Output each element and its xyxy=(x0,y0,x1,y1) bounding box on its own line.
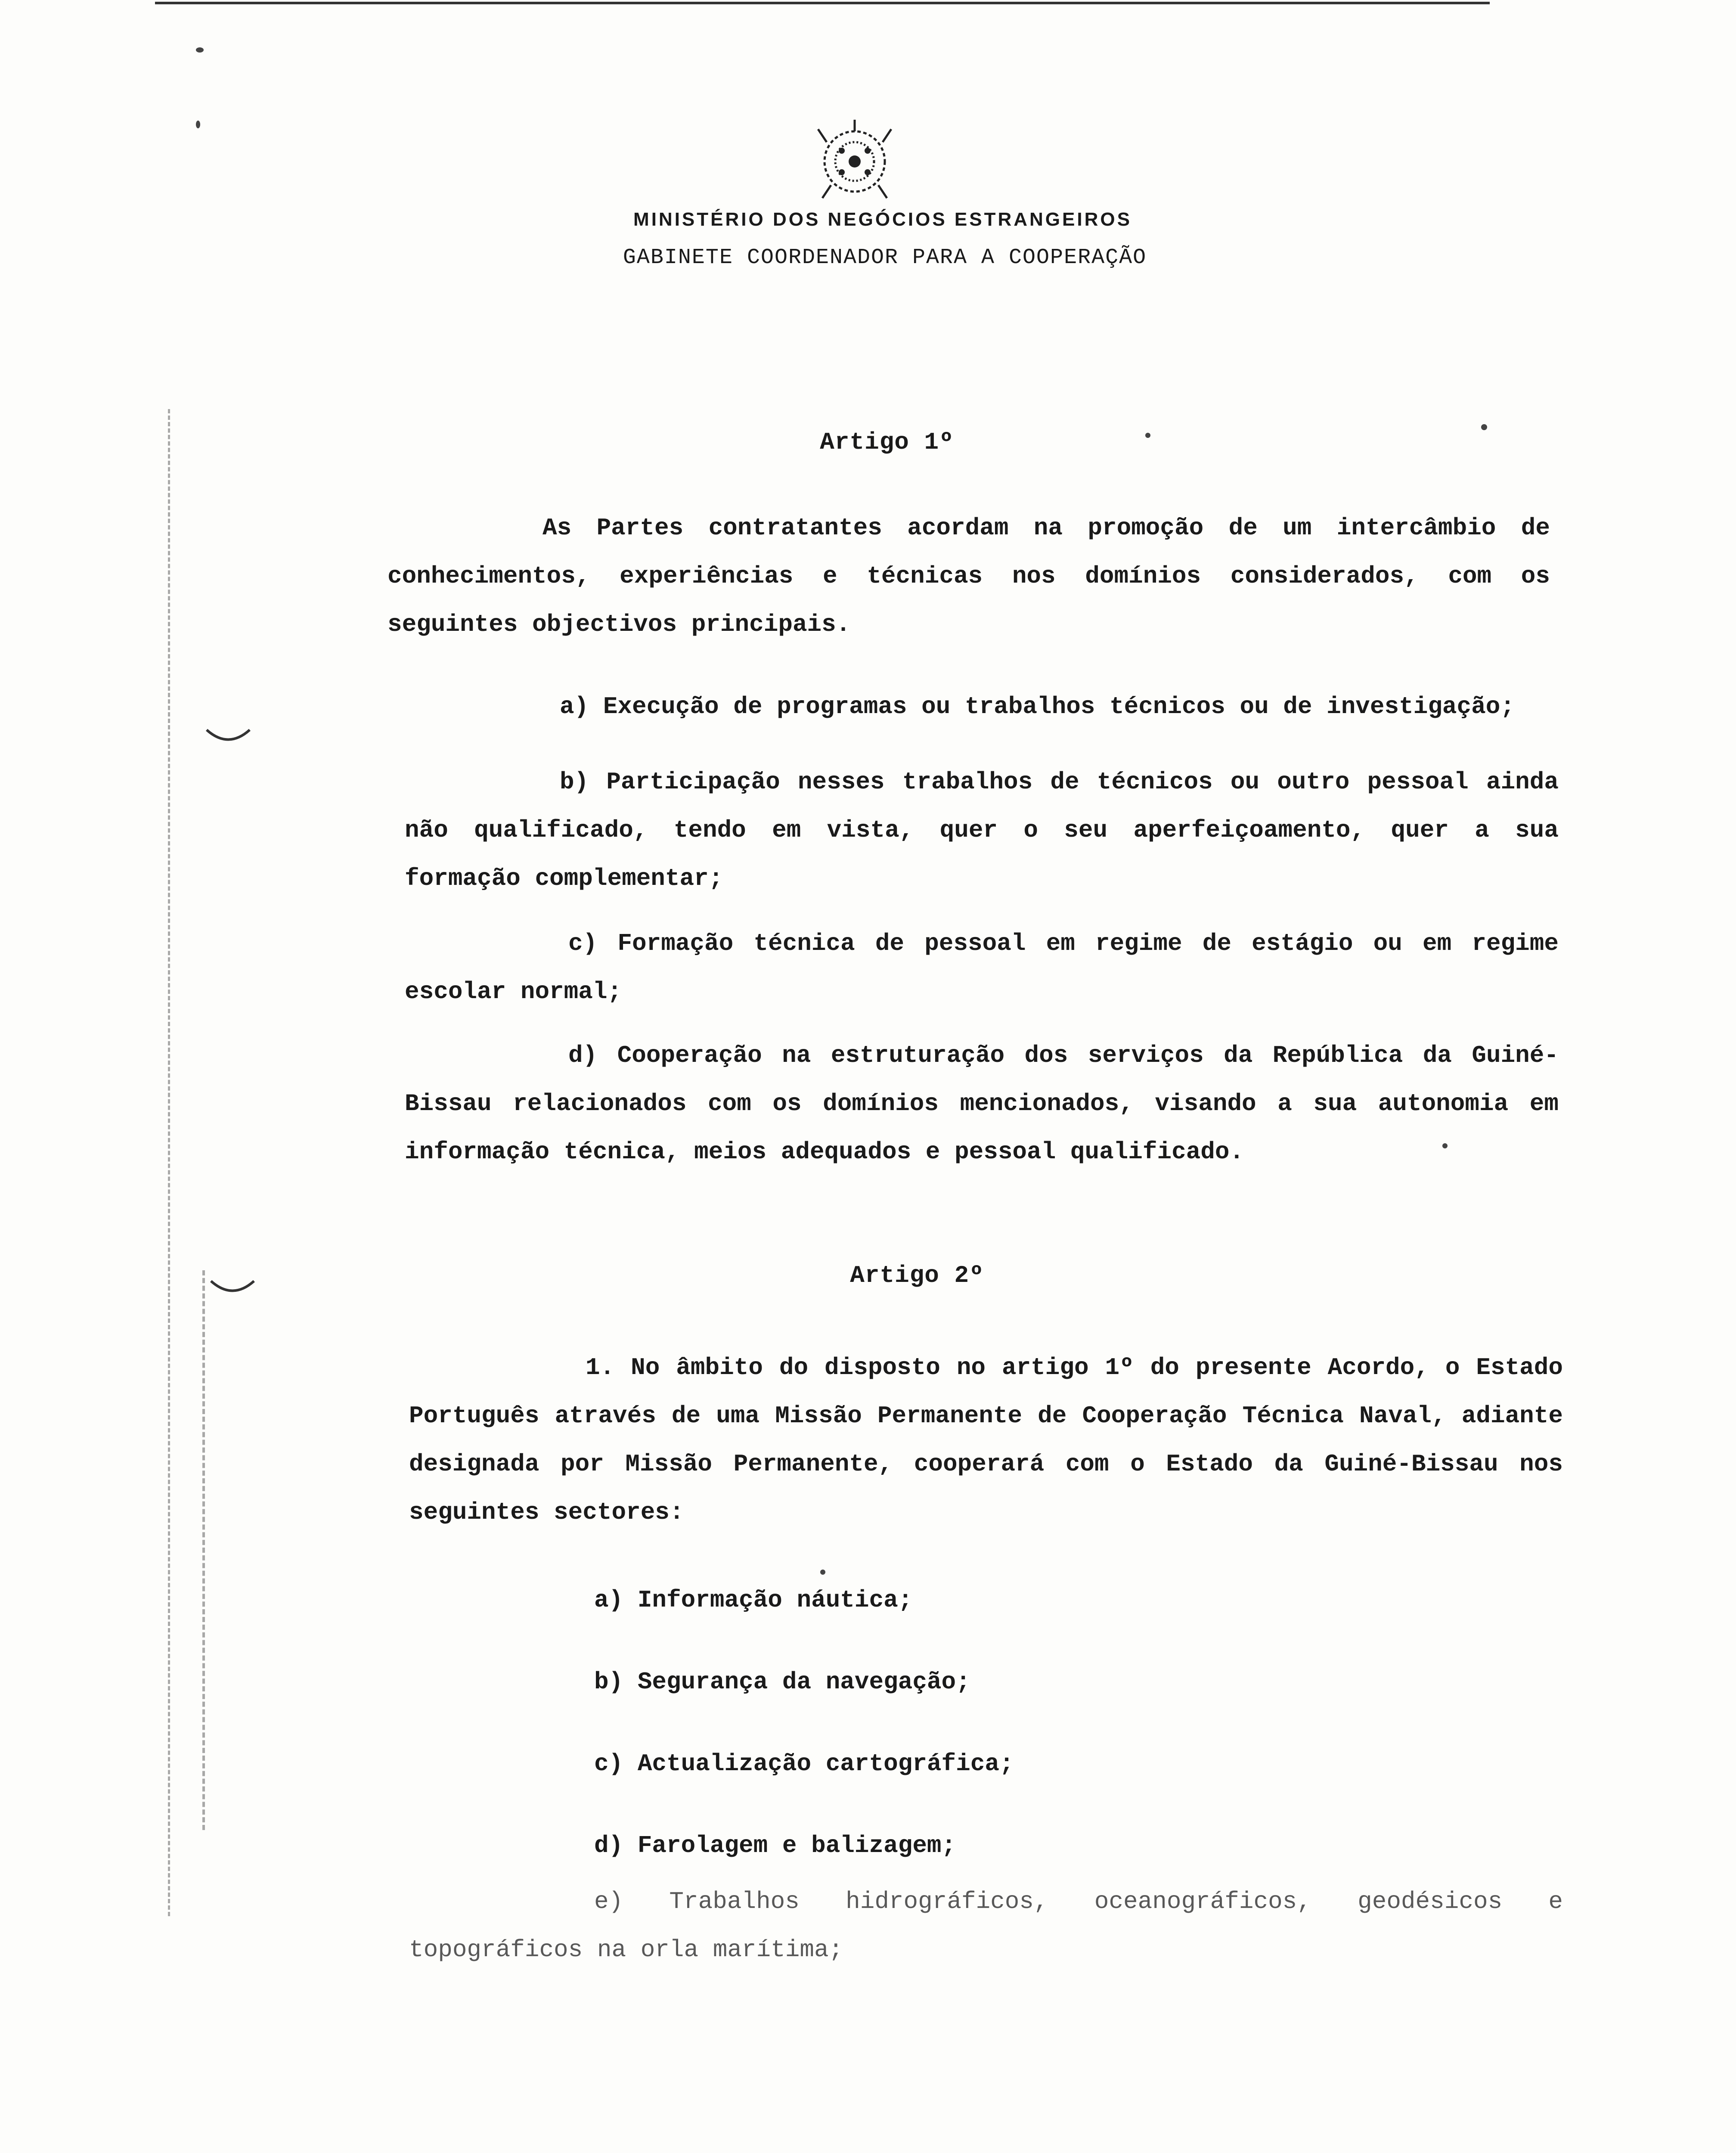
scan-speck xyxy=(1481,424,1487,430)
scan-top-edge xyxy=(155,2,1490,4)
article-1-heading: Artigo 1º xyxy=(820,428,954,456)
article-1-item-a: a) Execução de programas ou trabalhos técnicos ou de investigação; xyxy=(560,693,1515,720)
article-2-heading: Artigo 2º xyxy=(850,1262,984,1289)
scan-speck xyxy=(1145,433,1150,438)
article-1-item-b: b) Participação nesses trabalhos de técnicos ou outro pessoal ainda não qualificado, tendo em vista, quer o seu aperfeiçoamento, quer a sua formação complementar; xyxy=(405,768,1559,892)
scan-curve-mark xyxy=(202,723,254,749)
scan-speck xyxy=(196,121,200,128)
article-2-item-d: d) Farolagem e balizagem; xyxy=(594,1832,956,1859)
article-2-item-c: c) Actualização cartográfica; xyxy=(594,1750,1014,1778)
article-2-item-b: b) Segurança da navegação; xyxy=(594,1668,970,1696)
cabinet-name: GABINETE COORDENADOR PARA A COOPERAÇÃO xyxy=(623,245,1147,270)
article-2-item-a: a) Informação náutica; xyxy=(594,1586,913,1614)
scan-speck xyxy=(1442,1143,1448,1148)
scan-curve-mark xyxy=(207,1275,258,1300)
scan-speck xyxy=(820,1570,825,1575)
article-1-item-c: c) Formação técnica de pessoal em regime de estágio ou em regime escolar normal; xyxy=(405,930,1559,1005)
article-1-intro: As Partes contratantes acordam na promoção de um intercâmbio de conhecimentos, experiências e técnicas nos domínios considerados, com os seguintes objectivos principais. xyxy=(388,514,1550,638)
scan-speck xyxy=(196,47,204,53)
scan-margin-noise xyxy=(168,409,187,1916)
ministry-name: MINISTÉRIO DOS NEGÓCIOS ESTRANGEIROS xyxy=(633,209,1132,230)
scan-margin-noise-2 xyxy=(202,1270,214,1830)
article-1-item-d: d) Cooperação na estruturação dos serviços da República da Guiné-Bissau relacionados com os domínios mencionados, visando a sua autonomia em informação técnica, meios adequados e pessoal qualificado. xyxy=(405,1042,1559,1166)
coat-of-arms-icon xyxy=(801,116,908,207)
article-2-intro: 1. No âmbito do disposto no artigo 1º do presente Acordo, o Estado Português através de uma Missão Permanente de Cooperação Técnica Naval, adiante designada por Missão Permanente, cooperará com o Estado da Guiné-Bissau nos seguintes sectores: xyxy=(409,1354,1563,1526)
article-2-item-e: e) Trabalhos hidrográficos, oceanográficos, geodésicos e topográficos na orla marítima; xyxy=(409,1888,1563,1964)
